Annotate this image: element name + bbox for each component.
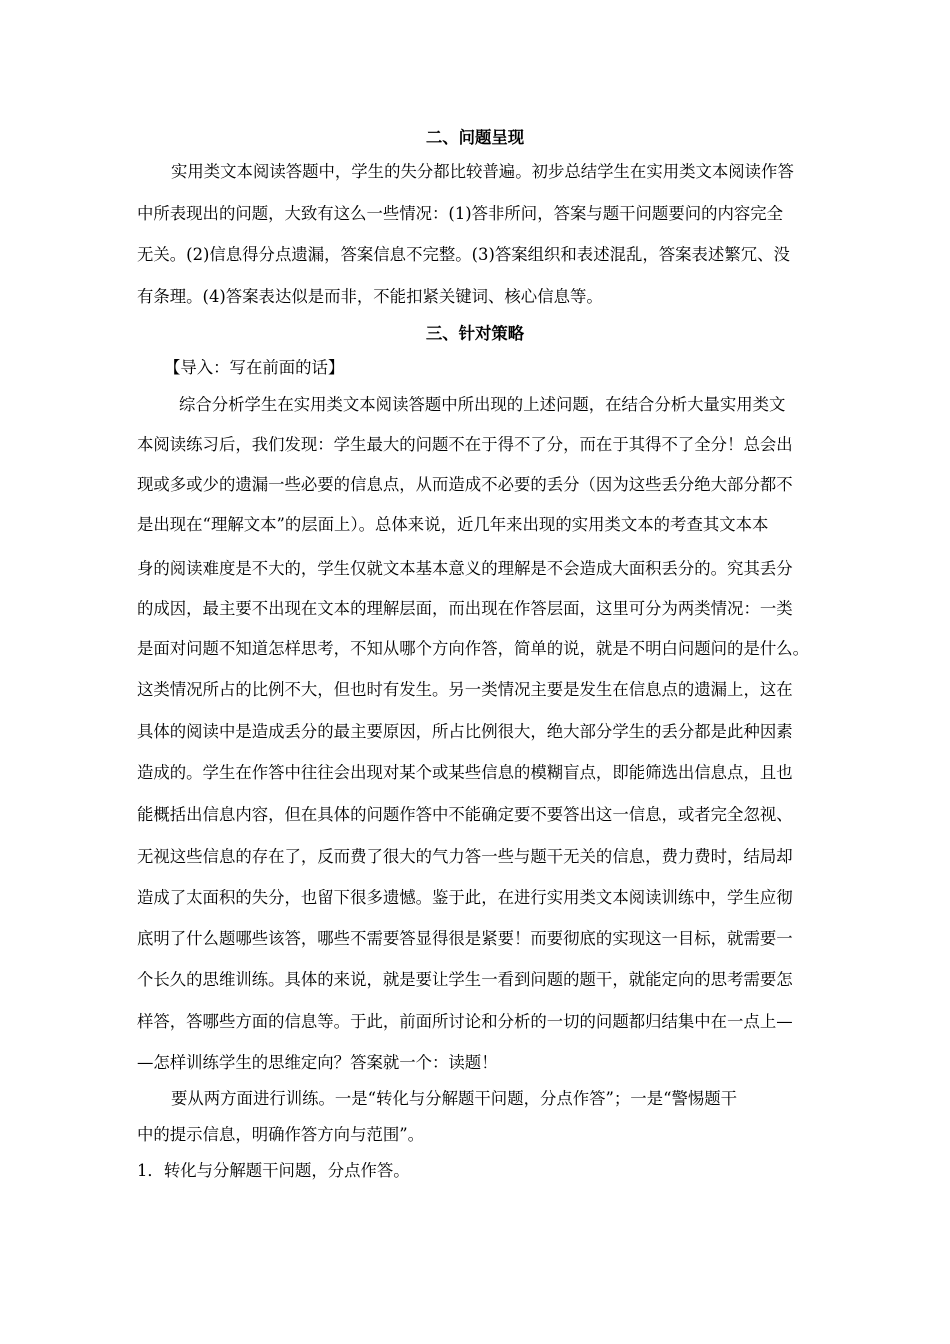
paragraph-line: 要从两方面进行训练。一是“转化与分解题干问题，分点作答”；一是“警惕题干: [171, 1089, 738, 1108]
paragraph-line: 这类情况所占的比例不大，但也时有发生。另一类情况主要是发生在信息点的遗漏上，这在: [137, 680, 793, 699]
paragraph-line: 具体的阅读中是造成丢分的最主要原因，所占比例很大，绝大部分学生的丢分都是此种因素: [137, 722, 793, 741]
paragraph-line: 中的提示信息，明确作答方向与范围”。: [137, 1125, 425, 1144]
paragraph-line: 本阅读练习后，我们发现：学生最大的问题不在于得不了分，而在于其得不了全分！总会出: [137, 435, 793, 454]
intro-label: 【导入：写在前面的话】: [164, 358, 345, 377]
paragraph-line: 样答，答哪些方面的信息等。于此，前面所讨论和分析的一切的问题都归结集中在一点上—: [137, 1012, 793, 1031]
section-heading-strategy: 三、针对策略: [425, 324, 525, 343]
paragraph-line: 无视这些信息的存在了，反而费了很大的气力答一些与题干无关的信息，费力费时，结局却: [137, 847, 793, 866]
paragraph-line: 的成因，最主要不出现在文本的理解层面，而出现在作答层面，这里可分为两类情况：一类: [137, 599, 793, 618]
list-item-heading: 1．转化与分解题干问题，分点作答。: [137, 1161, 410, 1180]
paragraph-line: 身的阅读难度是不大的，学生仅就文本基本意义的理解是不会造成大面积丢分的。究其丢分: [137, 559, 793, 578]
paragraph-line: 造成了太面积的失分，也留下很多遗憾。鉴于此，在进行实用类文本阅读训练中，学生应彻: [137, 888, 793, 907]
paragraph-line: 能概括出信息内容，但在具体的问题作答中不能确定要不要答出这一信息，或者完全忽视、: [137, 805, 793, 824]
paragraph-line: 中所表现出的问题，大致有这么一些情况：(1)答非所问，答案与题干问题要问的内容完全: [137, 204, 784, 223]
paragraph-line: 是出现在“理解文本”的层面上）。总体来说，近几年来出现的实用类文本的考查其文本本: [137, 515, 769, 534]
paragraph-line: 造成的。学生在作答中往往会出现对某个或某些信息的模糊盲点，即能筛选出信息点，且也: [137, 763, 793, 782]
section-heading-problems: 二、问题呈现: [425, 128, 525, 147]
paragraph-line: 个长久的思维训练。具体的来说，就是要让学生一看到问题的题干，就能定向的思考需要怎: [137, 970, 793, 989]
paragraph-line: 是面对问题不知道怎样思考，不知从哪个方向作答，简单的说，就是不明白问题问的是什么。: [137, 639, 810, 658]
paragraph-line: 无关。(2)信息得分点遗漏，答案信息不完整。(3)答案组织和表述混乱，答案表述繁冗、没: [137, 245, 790, 264]
paragraph-line: 现或多或少的遗漏一些必要的信息点，从而造成不必要的丢分（因为这些丢分绝大部分都不: [137, 475, 793, 494]
paragraph-line: —怎样训练学生的思维定向？答案就一个：读题！: [137, 1053, 498, 1072]
paragraph-line: 实用类文本阅读答题中，学生的失分都比较普遍。初步总结学生在实用类文本阅读作答: [171, 162, 794, 181]
paragraph-line: 综合分析学生在实用类文本阅读答题中所出现的上述问题，在结合分析大量实用类文: [179, 395, 786, 414]
paragraph-line: 有条理。(4)答案表达似是而非，不能扣紧关键词、核心信息等。: [137, 287, 603, 306]
paragraph-line: 底明了什么题哪些该答，哪些不需要答显得很是紧要！而要彻底的实现这一目标，就需要一: [137, 929, 793, 948]
